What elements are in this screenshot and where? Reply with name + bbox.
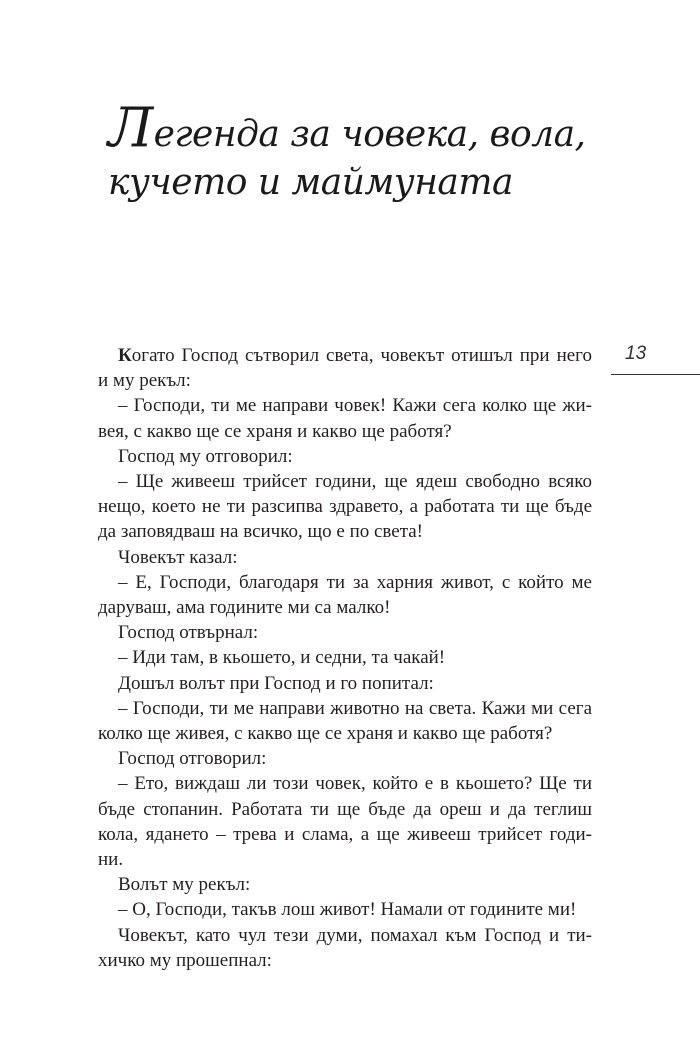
paragraph-line bbox=[98, 393, 592, 418]
line-text: Човекът, като чул тези думи, помахал към Господ и ти- bbox=[118, 924, 592, 946]
line-text: и му рекъл: bbox=[98, 370, 191, 392]
paragraph-line bbox=[98, 494, 592, 519]
line-text: кола, ядането – трева и слама, а ще живееш трийсет годи- bbox=[98, 823, 592, 845]
paragraph-line bbox=[98, 797, 592, 822]
paragraph-line bbox=[98, 595, 592, 620]
line-text: Господ отвърнал: bbox=[118, 622, 259, 644]
line-text: Дошъл волът при Господ и го попитал: bbox=[118, 672, 434, 694]
paragraph-line bbox=[98, 721, 592, 746]
line-text: – Ще живееш трийсет години, ще ядеш свободно всяко bbox=[118, 471, 592, 493]
line-text: даруваш, ама годините ми са малко! bbox=[98, 597, 391, 619]
chapter-title-line-1 bbox=[108, 96, 588, 159]
line-text: – Е, Господи, благодаря ти за харния живот, с който ме bbox=[118, 571, 592, 593]
paragraph-line bbox=[98, 620, 592, 645]
paragraph-line bbox=[98, 419, 592, 444]
paragraph-line bbox=[98, 545, 592, 570]
line-text: – Иди там, в кьошето, и седни, та чакай! bbox=[118, 647, 446, 669]
paragraph-line bbox=[98, 368, 592, 393]
page-number-rule bbox=[611, 374, 700, 375]
line-text: хичко му прошепнал: bbox=[98, 949, 272, 971]
paragraph-line bbox=[98, 519, 592, 544]
line-text: – О, Господи, такъв лош живот! Намали от годините ми! bbox=[118, 899, 577, 921]
paragraph-line bbox=[98, 671, 592, 696]
paragraph-line bbox=[98, 696, 592, 721]
line-text: бъде стопанин. Работата ти ще бъде да ореш и да теглиш bbox=[98, 798, 592, 820]
paragraph-line bbox=[98, 570, 592, 595]
paragraph-line bbox=[98, 948, 592, 973]
line-text: вея, с какво ще се храня и какво ще работя? bbox=[98, 420, 452, 442]
line-text: Волът му рекъл: bbox=[118, 874, 251, 896]
page-number: 13 bbox=[625, 343, 647, 364]
paragraph-line bbox=[98, 771, 592, 796]
line-text: ни. bbox=[98, 849, 124, 871]
paragraph-line bbox=[98, 897, 592, 922]
line-text: нещо, което не ти разсипва здравето, а работата ти ще бъде bbox=[98, 496, 592, 518]
paragraph-line bbox=[98, 469, 592, 494]
body-text bbox=[98, 343, 592, 973]
paragraph-line bbox=[98, 343, 592, 368]
line-text: колко ще живея, с какво ще се храня и какво ще работя? bbox=[98, 723, 553, 745]
line-text: Господ му отговорил: bbox=[118, 445, 293, 467]
line-text: да заповядваш на всичко, що е по света! bbox=[98, 521, 424, 543]
title-initial-letter: Л bbox=[108, 96, 153, 159]
paragraph-line bbox=[98, 746, 592, 771]
paragraph-line bbox=[98, 847, 592, 872]
line-text: огато Господ сътворил света, човекът отишъл при него bbox=[131, 345, 592, 366]
line-text: – Господи, ти ме направи животно на света. Кажи ми сега bbox=[118, 697, 592, 719]
paragraph-line bbox=[98, 822, 592, 847]
paragraph-line bbox=[98, 645, 592, 670]
paragraph-line bbox=[98, 444, 592, 469]
paragraph-line bbox=[98, 872, 592, 897]
lead-initial-letter: К bbox=[118, 345, 132, 366]
line-text: – Господи, ти ме направи човек! Кажи сега колко ще жи- bbox=[118, 395, 592, 417]
title-line-1-text: егенда за човека, вола, bbox=[153, 114, 586, 155]
paragraph-line bbox=[98, 923, 592, 948]
line-text: Господ отговорил: bbox=[118, 748, 267, 770]
chapter-title-line-2: кучето и маймуната bbox=[108, 162, 513, 203]
chapter-title bbox=[108, 96, 588, 207]
line-text: Човекът казал: bbox=[118, 546, 238, 568]
line-text: – Ето, виждаш ли този човек, който е в кьошето? Ще ти bbox=[118, 773, 592, 795]
